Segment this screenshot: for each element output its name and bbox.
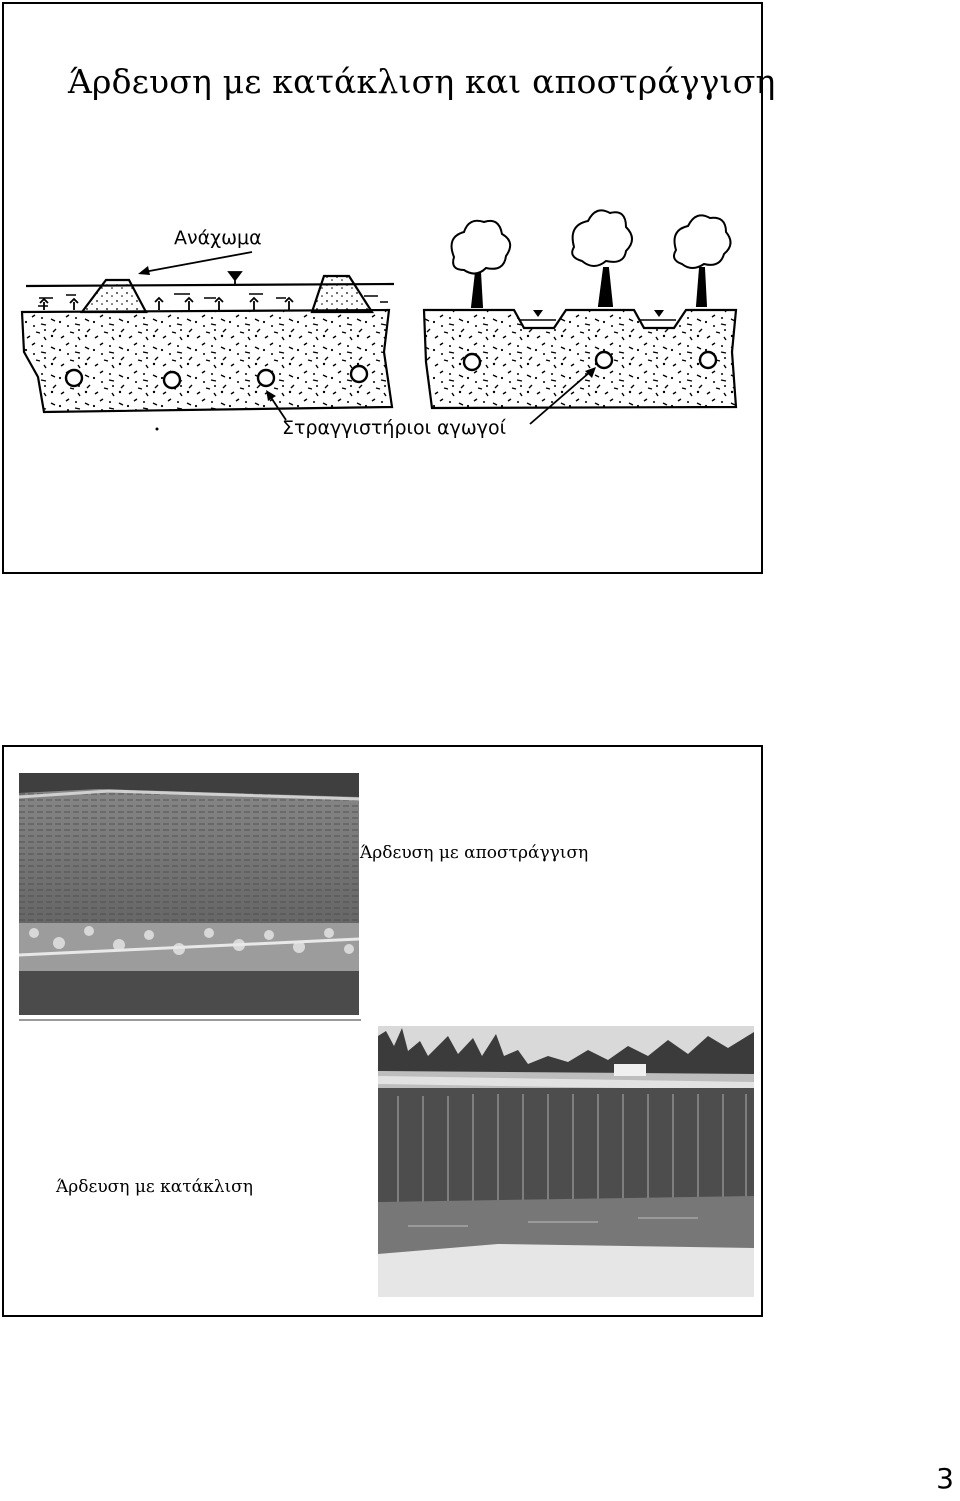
basin-flooding-panel [22, 252, 394, 431]
flooding-caption: Άρδευση με κατάκλιση [56, 1177, 253, 1197]
photo-divider [19, 1019, 361, 1021]
slide-title: Άρδευση με κατάκλιση και αποστράγγιση [68, 62, 776, 101]
flood-drainage-sketch [14, 202, 744, 447]
slide-irrigation-photos [2, 745, 763, 1317]
embankment-label: Ανάχωμα [174, 227, 262, 249]
slide-flood-drainage-diagram [2, 2, 776, 574]
drain-pipes-label: Στραγγιστήριοι αγωγοί [282, 417, 507, 439]
flooded-field-photo [378, 1026, 754, 1297]
drained-field-photo [19, 773, 359, 1015]
drainage-caption: Άρδευση με αποστράγγιση [360, 843, 589, 863]
page-number: 3 [936, 1462, 954, 1495]
furrow-irrigation-panel [424, 210, 736, 424]
